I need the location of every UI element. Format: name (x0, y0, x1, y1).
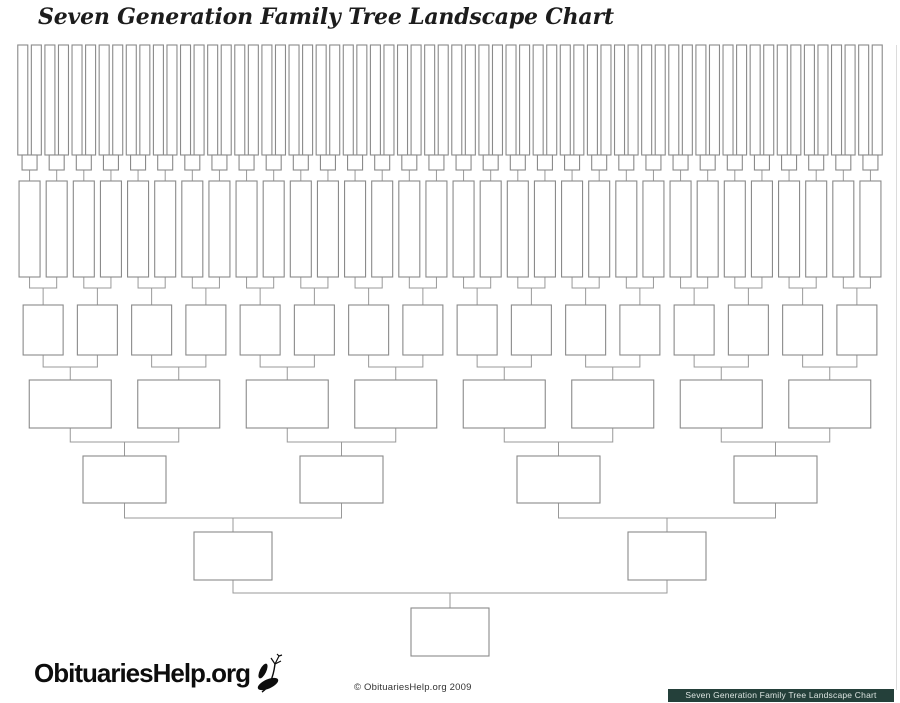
generation-6-box-5 (128, 181, 149, 277)
generation-6-box-21 (562, 181, 583, 277)
generation-5-box-7 (349, 305, 389, 355)
generation-7-box-57 (777, 45, 787, 155)
generation-7-box-1 (18, 45, 28, 155)
generation-6-box-10 (263, 181, 284, 277)
bracket-generation-3-pair-1 (125, 503, 342, 518)
generation-7-box-23 (316, 45, 326, 155)
generation-6-box-9 (236, 181, 257, 277)
bracket-generation-5-pair-7 (694, 355, 748, 367)
generation-7-box-21 (289, 45, 299, 155)
generation-7-box-58 (791, 45, 801, 155)
generation-6-box-15 (399, 181, 420, 277)
generation-7-box-36 (492, 45, 502, 155)
couple-join-box-27 (727, 155, 742, 170)
couple-join-box-26 (700, 155, 715, 170)
bracket-generation-5-pair-5 (477, 355, 531, 367)
bracket-generation-5-pair-2 (152, 355, 206, 367)
couple-join-box-23 (619, 155, 634, 170)
generation-7-box-47 (642, 45, 652, 155)
generation-5-box-2 (77, 305, 117, 355)
generation-4-box-4 (355, 380, 437, 428)
generation-7-box-56 (764, 45, 774, 155)
generation-7-box-43 (587, 45, 597, 155)
generation-4-box-6 (572, 380, 654, 428)
generation-6-box-32 (860, 181, 881, 277)
generation-5-box-16 (837, 305, 877, 355)
bracket-generation-4-pair-3 (504, 428, 613, 442)
generation-7-box-33 (452, 45, 462, 155)
bracket-generation-6-pair-6 (301, 277, 328, 288)
generation-4-box-1 (29, 380, 111, 428)
generation-7-box-15 (208, 45, 218, 155)
generation-7-box-42 (574, 45, 584, 155)
generation-7-box-10 (140, 45, 150, 155)
generation-6-box-11 (290, 181, 311, 277)
generation-7-box-26 (357, 45, 367, 155)
generation-7-box-24 (330, 45, 340, 155)
generation-6-box-28 (751, 181, 772, 277)
bracket-generation-4-pair-4 (721, 428, 830, 442)
generation-7-box-17 (235, 45, 245, 155)
generation-6-box-24 (643, 181, 664, 277)
generation-7-box-55 (750, 45, 760, 155)
bracket-generation-5-pair-3 (260, 355, 314, 367)
generation-7-box-50 (682, 45, 692, 155)
generation-7-box-18 (248, 45, 258, 155)
generation-5-box-11 (566, 305, 606, 355)
generation-7-box-60 (818, 45, 828, 155)
couple-join-box-8 (212, 155, 227, 170)
bracket-generation-6-pair-16 (843, 277, 870, 288)
generation-6-box-31 (833, 181, 854, 277)
generation-6-box-2 (46, 181, 67, 277)
generation-7-box-64 (872, 45, 882, 155)
couple-join-box-11 (293, 155, 308, 170)
generation-1-box-1 (411, 608, 489, 656)
couple-join-box-1 (22, 155, 37, 170)
generation-6-box-8 (209, 181, 230, 277)
generation-7-box-30 (411, 45, 421, 155)
generation-7-box-31 (425, 45, 435, 155)
generation-7-box-62 (845, 45, 855, 155)
couple-join-box-9 (239, 155, 254, 170)
bracket-generation-3-pair-2 (559, 503, 776, 518)
generation-5-box-14 (728, 305, 768, 355)
couple-join-box-10 (266, 155, 281, 170)
generation-7-box-34 (465, 45, 475, 155)
couple-join-box-13 (348, 155, 363, 170)
generation-7-box-16 (221, 45, 231, 155)
bracket-generation-5-pair-1 (43, 355, 97, 367)
leaf-logo-icon (254, 652, 286, 694)
couple-join-box-28 (754, 155, 769, 170)
couple-join-box-16 (429, 155, 444, 170)
generation-6-box-22 (589, 181, 610, 277)
page-right-edge-line (896, 45, 897, 690)
generation-4-box-3 (246, 380, 328, 428)
generation-7-box-46 (628, 45, 638, 155)
generation-7-box-20 (275, 45, 285, 155)
generation-7-box-6 (86, 45, 96, 155)
brand-logo (34, 658, 286, 694)
generation-7-box-3 (45, 45, 55, 155)
bracket-generation-6-pair-4 (192, 277, 219, 288)
couple-join-box-19 (510, 155, 525, 170)
bracket-generation-2-pair-1 (233, 580, 667, 593)
generation-6-box-12 (317, 181, 338, 277)
couple-join-box-14 (375, 155, 390, 170)
generation-7-box-13 (181, 45, 191, 155)
generation-7-box-14 (194, 45, 204, 155)
generation-7-box-40 (547, 45, 557, 155)
generation-7-box-32 (438, 45, 448, 155)
generation-7-box-4 (58, 45, 68, 155)
generation-7-box-53 (723, 45, 733, 155)
couple-join-box-5 (131, 155, 146, 170)
generation-7-box-41 (560, 45, 570, 155)
couple-join-box-4 (103, 155, 118, 170)
generation-7-box-7 (99, 45, 109, 155)
generation-7-box-35 (479, 45, 489, 155)
bracket-generation-6-pair-10 (518, 277, 545, 288)
generation-6-box-4 (100, 181, 121, 277)
generation-6-box-16 (426, 181, 447, 277)
generation-6-box-13 (345, 181, 366, 277)
bracket-generation-6-pair-5 (247, 277, 274, 288)
bracket-generation-6-pair-8 (409, 277, 436, 288)
generation-7-box-52 (709, 45, 719, 155)
generation-7-box-38 (520, 45, 530, 155)
bracket-generation-6-pair-15 (789, 277, 816, 288)
couple-join-box-12 (320, 155, 335, 170)
generation-4-box-8 (789, 380, 871, 428)
generation-6-box-14 (372, 181, 393, 277)
bracket-generation-5-pair-6 (586, 355, 640, 367)
generation-5-box-1 (23, 305, 63, 355)
generation-2-box-1 (194, 532, 272, 580)
generation-3-box-3 (517, 456, 600, 503)
generation-3-box-4 (734, 456, 817, 503)
generation-7-box-5 (72, 45, 82, 155)
bracket-generation-4-pair-2 (287, 428, 396, 442)
generation-7-box-8 (113, 45, 123, 155)
generation-7-box-9 (126, 45, 136, 155)
generation-3-box-1 (83, 456, 166, 503)
couple-join-box-18 (483, 155, 498, 170)
generation-6-box-17 (453, 181, 474, 277)
generation-5-box-5 (240, 305, 280, 355)
generation-6-box-26 (697, 181, 718, 277)
generation-7-box-59 (804, 45, 814, 155)
generation-7-box-45 (615, 45, 625, 155)
couple-join-box-17 (456, 155, 471, 170)
footer-title-bar (668, 689, 894, 702)
generation-7-box-48 (655, 45, 665, 155)
bracket-generation-6-pair-9 (464, 277, 491, 288)
couple-join-box-24 (646, 155, 661, 170)
couple-join-box-29 (782, 155, 797, 170)
generation-6-box-27 (724, 181, 745, 277)
generation-6-box-18 (480, 181, 501, 277)
bracket-generation-5-pair-4 (369, 355, 423, 367)
couple-join-box-21 (565, 155, 580, 170)
generation-6-box-20 (534, 181, 555, 277)
generation-7-box-2 (31, 45, 41, 155)
bracket-generation-4-pair-1 (70, 428, 179, 442)
generation-5-box-13 (674, 305, 714, 355)
page-title: Seven Generation Family Tree Landscape Chart (38, 4, 614, 30)
generation-7-box-49 (669, 45, 679, 155)
generation-6-box-6 (155, 181, 176, 277)
bracket-generation-6-pair-11 (572, 277, 599, 288)
generation-6-box-7 (182, 181, 203, 277)
generation-7-box-19 (262, 45, 272, 155)
generation-6-box-3 (73, 181, 94, 277)
generation-6-box-29 (779, 181, 800, 277)
couple-join-box-15 (402, 155, 417, 170)
generation-7-box-22 (303, 45, 313, 155)
generation-6-box-25 (670, 181, 691, 277)
generation-5-box-8 (403, 305, 443, 355)
couple-join-box-6 (158, 155, 173, 170)
generation-7-box-12 (167, 45, 177, 155)
generation-4-box-7 (680, 380, 762, 428)
generation-5-box-15 (783, 305, 823, 355)
generation-3-box-2 (300, 456, 383, 503)
couple-join-box-3 (76, 155, 91, 170)
generation-5-box-12 (620, 305, 660, 355)
bracket-generation-6-pair-13 (681, 277, 708, 288)
generation-7-box-29 (398, 45, 408, 155)
generation-6-box-19 (507, 181, 528, 277)
generation-7-box-28 (384, 45, 394, 155)
copyright-text: © ObituariesHelp.org 2009 (354, 682, 472, 693)
couple-join-box-25 (673, 155, 688, 170)
footer-title-bar-text: Seven Generation Family Tree Landscape Chart (685, 690, 877, 700)
generation-7-box-25 (343, 45, 353, 155)
generation-6-box-23 (616, 181, 637, 277)
generation-7-box-63 (859, 45, 869, 155)
generation-4-box-5 (463, 380, 545, 428)
bracket-generation-6-pair-1 (30, 277, 57, 288)
generation-7-box-51 (696, 45, 706, 155)
bracket-generation-6-pair-7 (355, 277, 382, 288)
generation-6-box-30 (806, 181, 827, 277)
couple-join-box-30 (809, 155, 824, 170)
generation-7-box-44 (601, 45, 611, 155)
bracket-generation-6-pair-12 (626, 277, 653, 288)
bracket-generation-6-pair-2 (84, 277, 111, 288)
couple-join-box-31 (836, 155, 851, 170)
generation-7-box-54 (737, 45, 747, 155)
brand-text: ObituariesHelp.org (34, 658, 251, 688)
generation-7-box-61 (832, 45, 842, 155)
generation-5-box-4 (186, 305, 226, 355)
couple-join-box-32 (863, 155, 878, 170)
generation-7-box-37 (506, 45, 516, 155)
generation-4-box-2 (138, 380, 220, 428)
generation-5-box-3 (132, 305, 172, 355)
couple-join-box-22 (592, 155, 607, 170)
generation-2-box-2 (628, 532, 706, 580)
generation-5-box-10 (511, 305, 551, 355)
generation-5-box-9 (457, 305, 497, 355)
couple-join-box-2 (49, 155, 64, 170)
bracket-generation-6-pair-14 (735, 277, 762, 288)
bracket-generation-5-pair-8 (803, 355, 857, 367)
generation-7-box-27 (370, 45, 380, 155)
generation-5-box-6 (294, 305, 334, 355)
couple-join-box-20 (537, 155, 552, 170)
couple-join-box-7 (185, 155, 200, 170)
generation-7-box-39 (533, 45, 543, 155)
generation-6-box-1 (19, 181, 40, 277)
generation-7-box-11 (153, 45, 163, 155)
bracket-generation-6-pair-3 (138, 277, 165, 288)
